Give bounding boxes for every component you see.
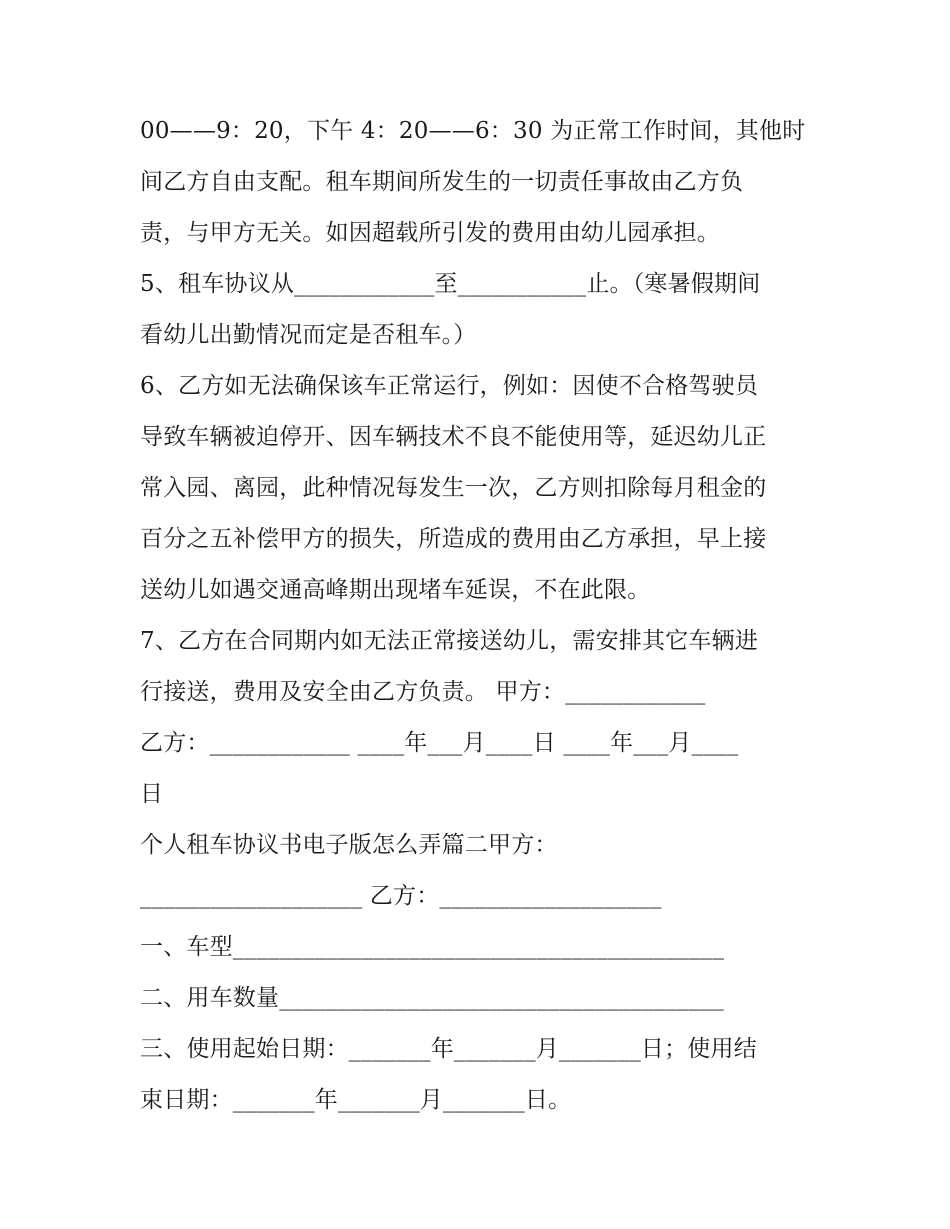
text-line: 送幼儿如遇交通高峰期出现堵车延误，不在此限。 bbox=[140, 577, 651, 603]
clause-6-line: 6、乙方如无法确保该车正常运行，例如：因使不合格驾驶员 bbox=[140, 373, 759, 399]
text-line: 导致车辆被迫停开、因车辆技术不良不能使用等，延迟幼儿正 bbox=[140, 424, 767, 450]
text-line: 看幼儿出勤情况而定是否租车。） bbox=[140, 322, 477, 348]
text-line: 常入园、离园，此种情况每发生一次，乙方则扣除每月租金的 bbox=[140, 475, 767, 501]
text-line: 责，与甲方无关。如因超载所引发的费用由幼儿园承担。 bbox=[140, 220, 720, 246]
party-b-signature-line: 乙方：____________ ____年___月____日 ____年___月____ bbox=[140, 730, 739, 756]
clause-7-line: 7、乙方在合同期内如无法正常接送幼儿，需安排其它车辆进 bbox=[140, 628, 759, 654]
parties-blank-line: ___________________ 乙方：___________________ bbox=[140, 883, 662, 909]
document-body bbox=[140, 106, 820, 1126]
car-model-line: 一、车型__________________________________________ bbox=[140, 934, 725, 960]
section-title-line: 个人租车协议书电子版怎么弄篇二甲方： bbox=[140, 832, 558, 858]
start-date-line: 三、使用起始日期：_______年_______月_______日；使用结 bbox=[140, 1036, 757, 1062]
clause-5-line: 5、租车协议从____________至___________止。（寒暑假期间 bbox=[140, 271, 761, 297]
end-date-line: 束日期：_______年_______月_______日。 bbox=[140, 1087, 572, 1113]
text-line: 间乙方自由支配。租车期间所发生的一切责任事故由乙方负 bbox=[140, 169, 744, 195]
text-line: 百分之五补偿甲方的损失，所造成的费用由乙方承担，早上接 bbox=[140, 526, 767, 552]
text-line: 00——9：20，下午 4：20——6：30 为正常工作时间，其他时 bbox=[140, 118, 806, 144]
text-line: 日 bbox=[140, 781, 164, 807]
party-a-signature-line: 行接送，费用及安全由乙方负责。 甲方：____________ bbox=[140, 679, 706, 705]
car-quantity-line: 二、用车数量______________________________________ bbox=[140, 985, 724, 1011]
